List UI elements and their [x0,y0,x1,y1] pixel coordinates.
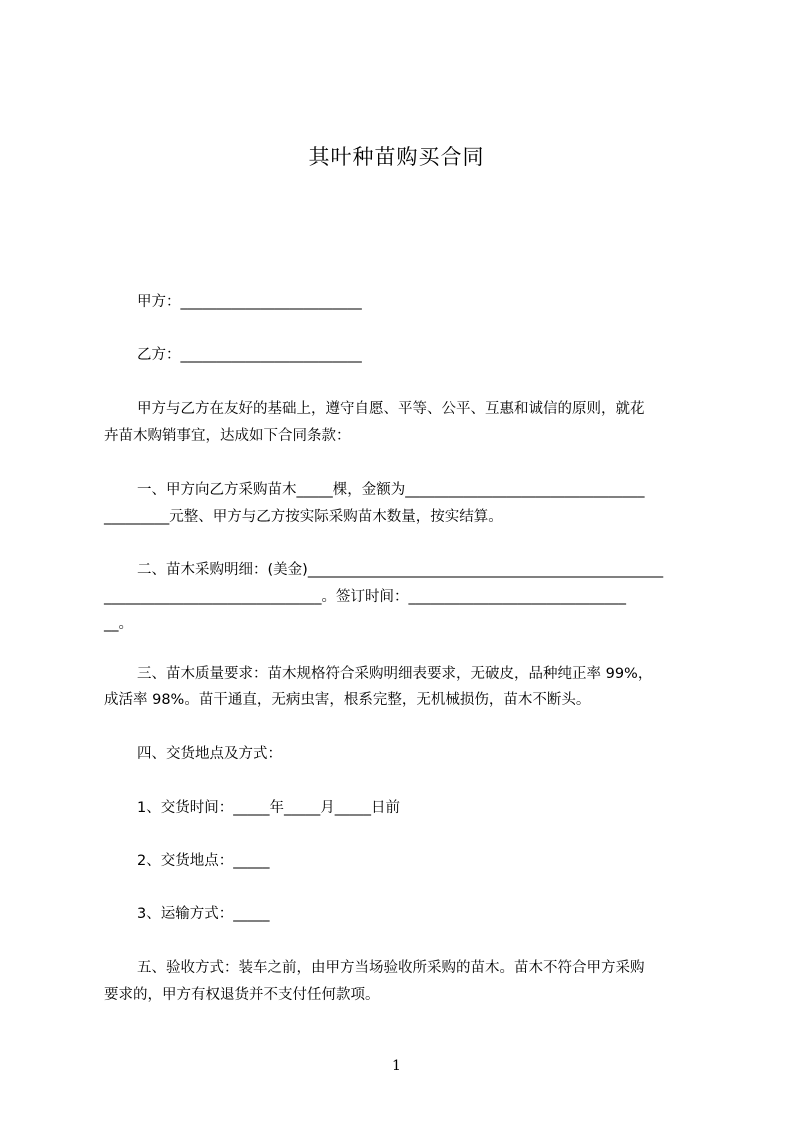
clause4-heading: 四、交货地点及方式： [137,746,282,762]
party-a-line: 甲方：_________________________ [137,294,362,310]
clause4-item-2: 2、交货地点：_____ [137,853,270,869]
document-title: 其叶种苗购买合同 [308,145,485,169]
party-b-line: 乙方：_________________________ [137,347,362,363]
intro-line-1: 甲方与乙方在友好的基础上，遵守自愿、平等、公平、互惠和诚信的原则，就花 [137,401,645,417]
clause4-item-3: 3、运输方式：_____ [137,906,270,922]
clause2-line-2: ______________________________。签订时间：______________________________ [104,589,626,605]
clause4-item-1: 1、交货时间：_____年_____月_____日前 [137,800,400,816]
clause3-line-2: 成活率 98%。苗干通直，无病虫害，根系完整，无机械损伤，苗木不断头。 [104,692,591,708]
clause1-line-1: 一、甲方向乙方采购苗木_____棵，金额为_________________________________ [137,482,645,498]
clause1-line-2: _________元整、甲方与乙方按实际采购苗木数量，按实结算。 [104,509,503,525]
clause5-line-2: 要求的，甲方有权退货并不支付任何款项。 [104,987,380,1003]
clause2-line-1: 二、苗木采购明细：(美金)_________________________________________________ [137,562,664,578]
clause5-line-1: 五、验收方式：装车之前，由甲方当场验收所采购的苗木。苗木不符合甲方采购 [137,960,645,976]
intro-line-2: 卉苗木购销事宜，达成如下合同条款： [104,428,351,444]
clause3-line-1: 三、苗木质量要求：苗木规格符合采购明细表要求，无破皮，品种纯正率 99%， [137,666,653,682]
clause2-line-3: __。 [104,616,133,632]
page-number: 1 [392,1058,401,1074]
